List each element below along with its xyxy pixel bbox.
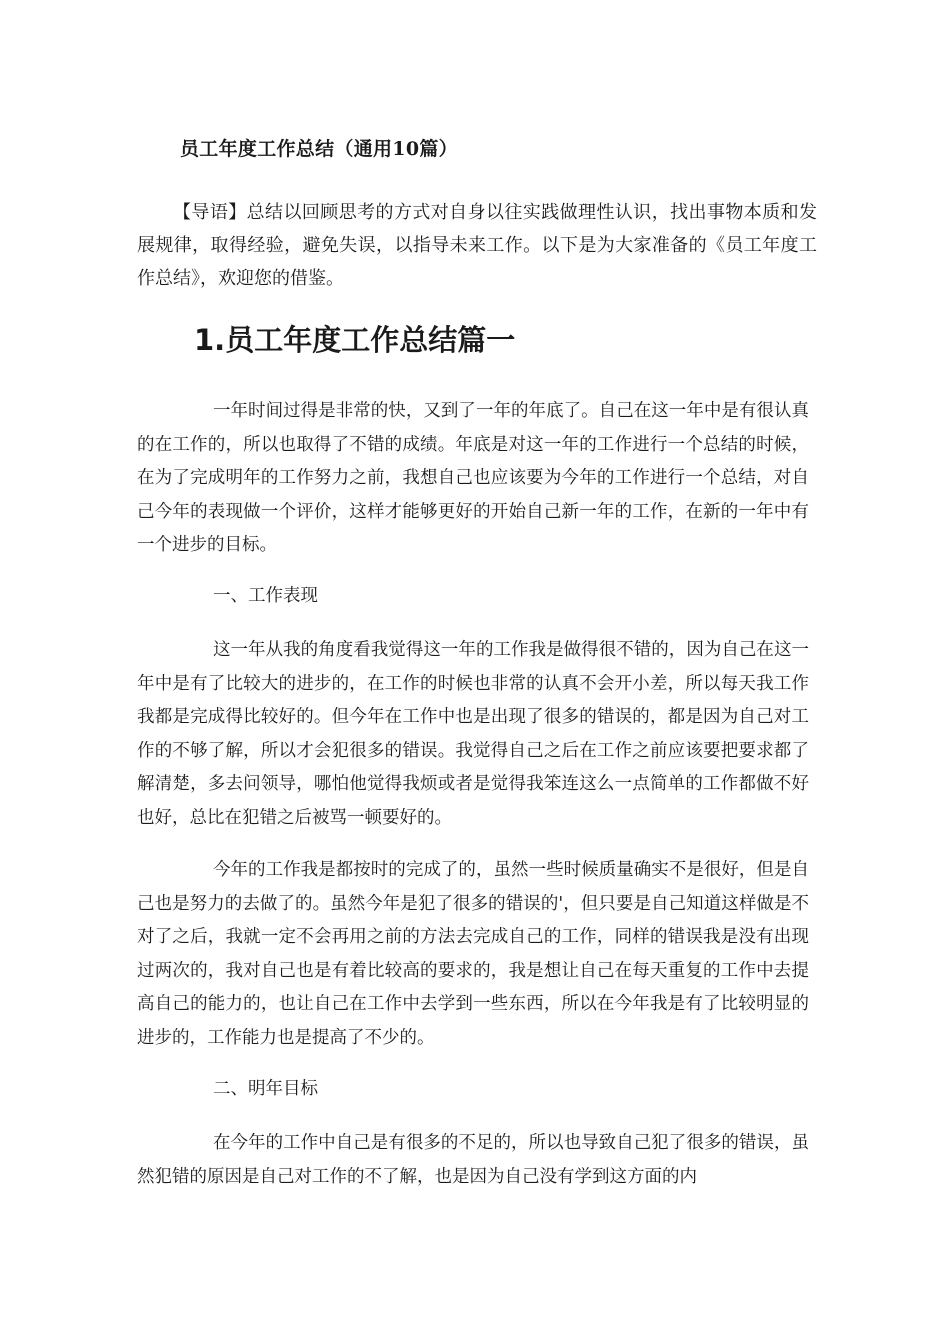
subheading-next-year-goals: 二、明年目标 bbox=[213, 1079, 318, 1099]
section-heading: 1.员工年度工作总结篇一 bbox=[194, 323, 516, 357]
intro-paragraph: 【导语】总结以回顾思考的方式对自身以往实践做理性认识，找出事物本质和发展规律，取得经验，避免失误，以指导未来工作。以下是为大家准备的《员工年度工作总结》，欢迎您的借鉴。 bbox=[137, 202, 817, 289]
body-paragraph: 一年时间过得是非常的快，又到了一年的年底了。自己在这一年中是有很认真的在工作的，所以也取得了不错的成绩。年底是对这一年的工作进行一个总结的时候，在为了完成明年的工作努力之前，我想自己也应该要为今年的工作进行一个总结，对自己今年的表现做一个评价，这样才能够更好的开始自己新一年的工作，在新的一年中有一个进步的目标。 bbox=[137, 401, 809, 555]
document-title: 员工年度工作总结（通用10篇） bbox=[180, 138, 458, 160]
subheading-work-performance: 一、工作表现 bbox=[213, 586, 318, 606]
body-paragraph: 在今年的工作中自己是有很多的不足的，所以也导致自己犯了很多的错误，虽然犯错的原因是自己对工作的不了解，也是因为自己没有学到这方面的内 bbox=[137, 1133, 809, 1187]
body-paragraph: 这一年从我的角度看我觉得这一年的工作我是做得很不错的，因为自己在这一年中是有了比较大的进步的，在工作的时候也非常的认真不会开小差，所以每天我工作我都是完成得比较好的。但今年在工作中也是出现了很多的错误的，都是因为自己对工作的不够了解，所以才会犯很多的错误。我觉得自己之后在工作之前应该要把要求都了解清楚，多去问领导，哪怕他觉得我烦或者是觉得我笨连这么一点简单的工作都做不好也好，总比在犯错之后被骂一顿要好的。 bbox=[137, 640, 809, 828]
body-paragraph: 今年的工作我是都按时的完成了的，虽然一些时候质量确实不是很好，但是自己也是努力的去做了的。虽然今年是犯了很多的错误的'，但只要是自己知道这样做是不对了之后，我就一定不会再用之前的方法去完成自己的工作，同样的错误我是没有出现过两次的，我对自己也是有着比较高的要求的，我是想让自己在每天重复的工作中去提高自己的能力的，也让自己在工作中去学到一些东西，所以在今年我是有了比较明显的进步的，工作能力也是提高了不少的。 bbox=[137, 860, 809, 1048]
